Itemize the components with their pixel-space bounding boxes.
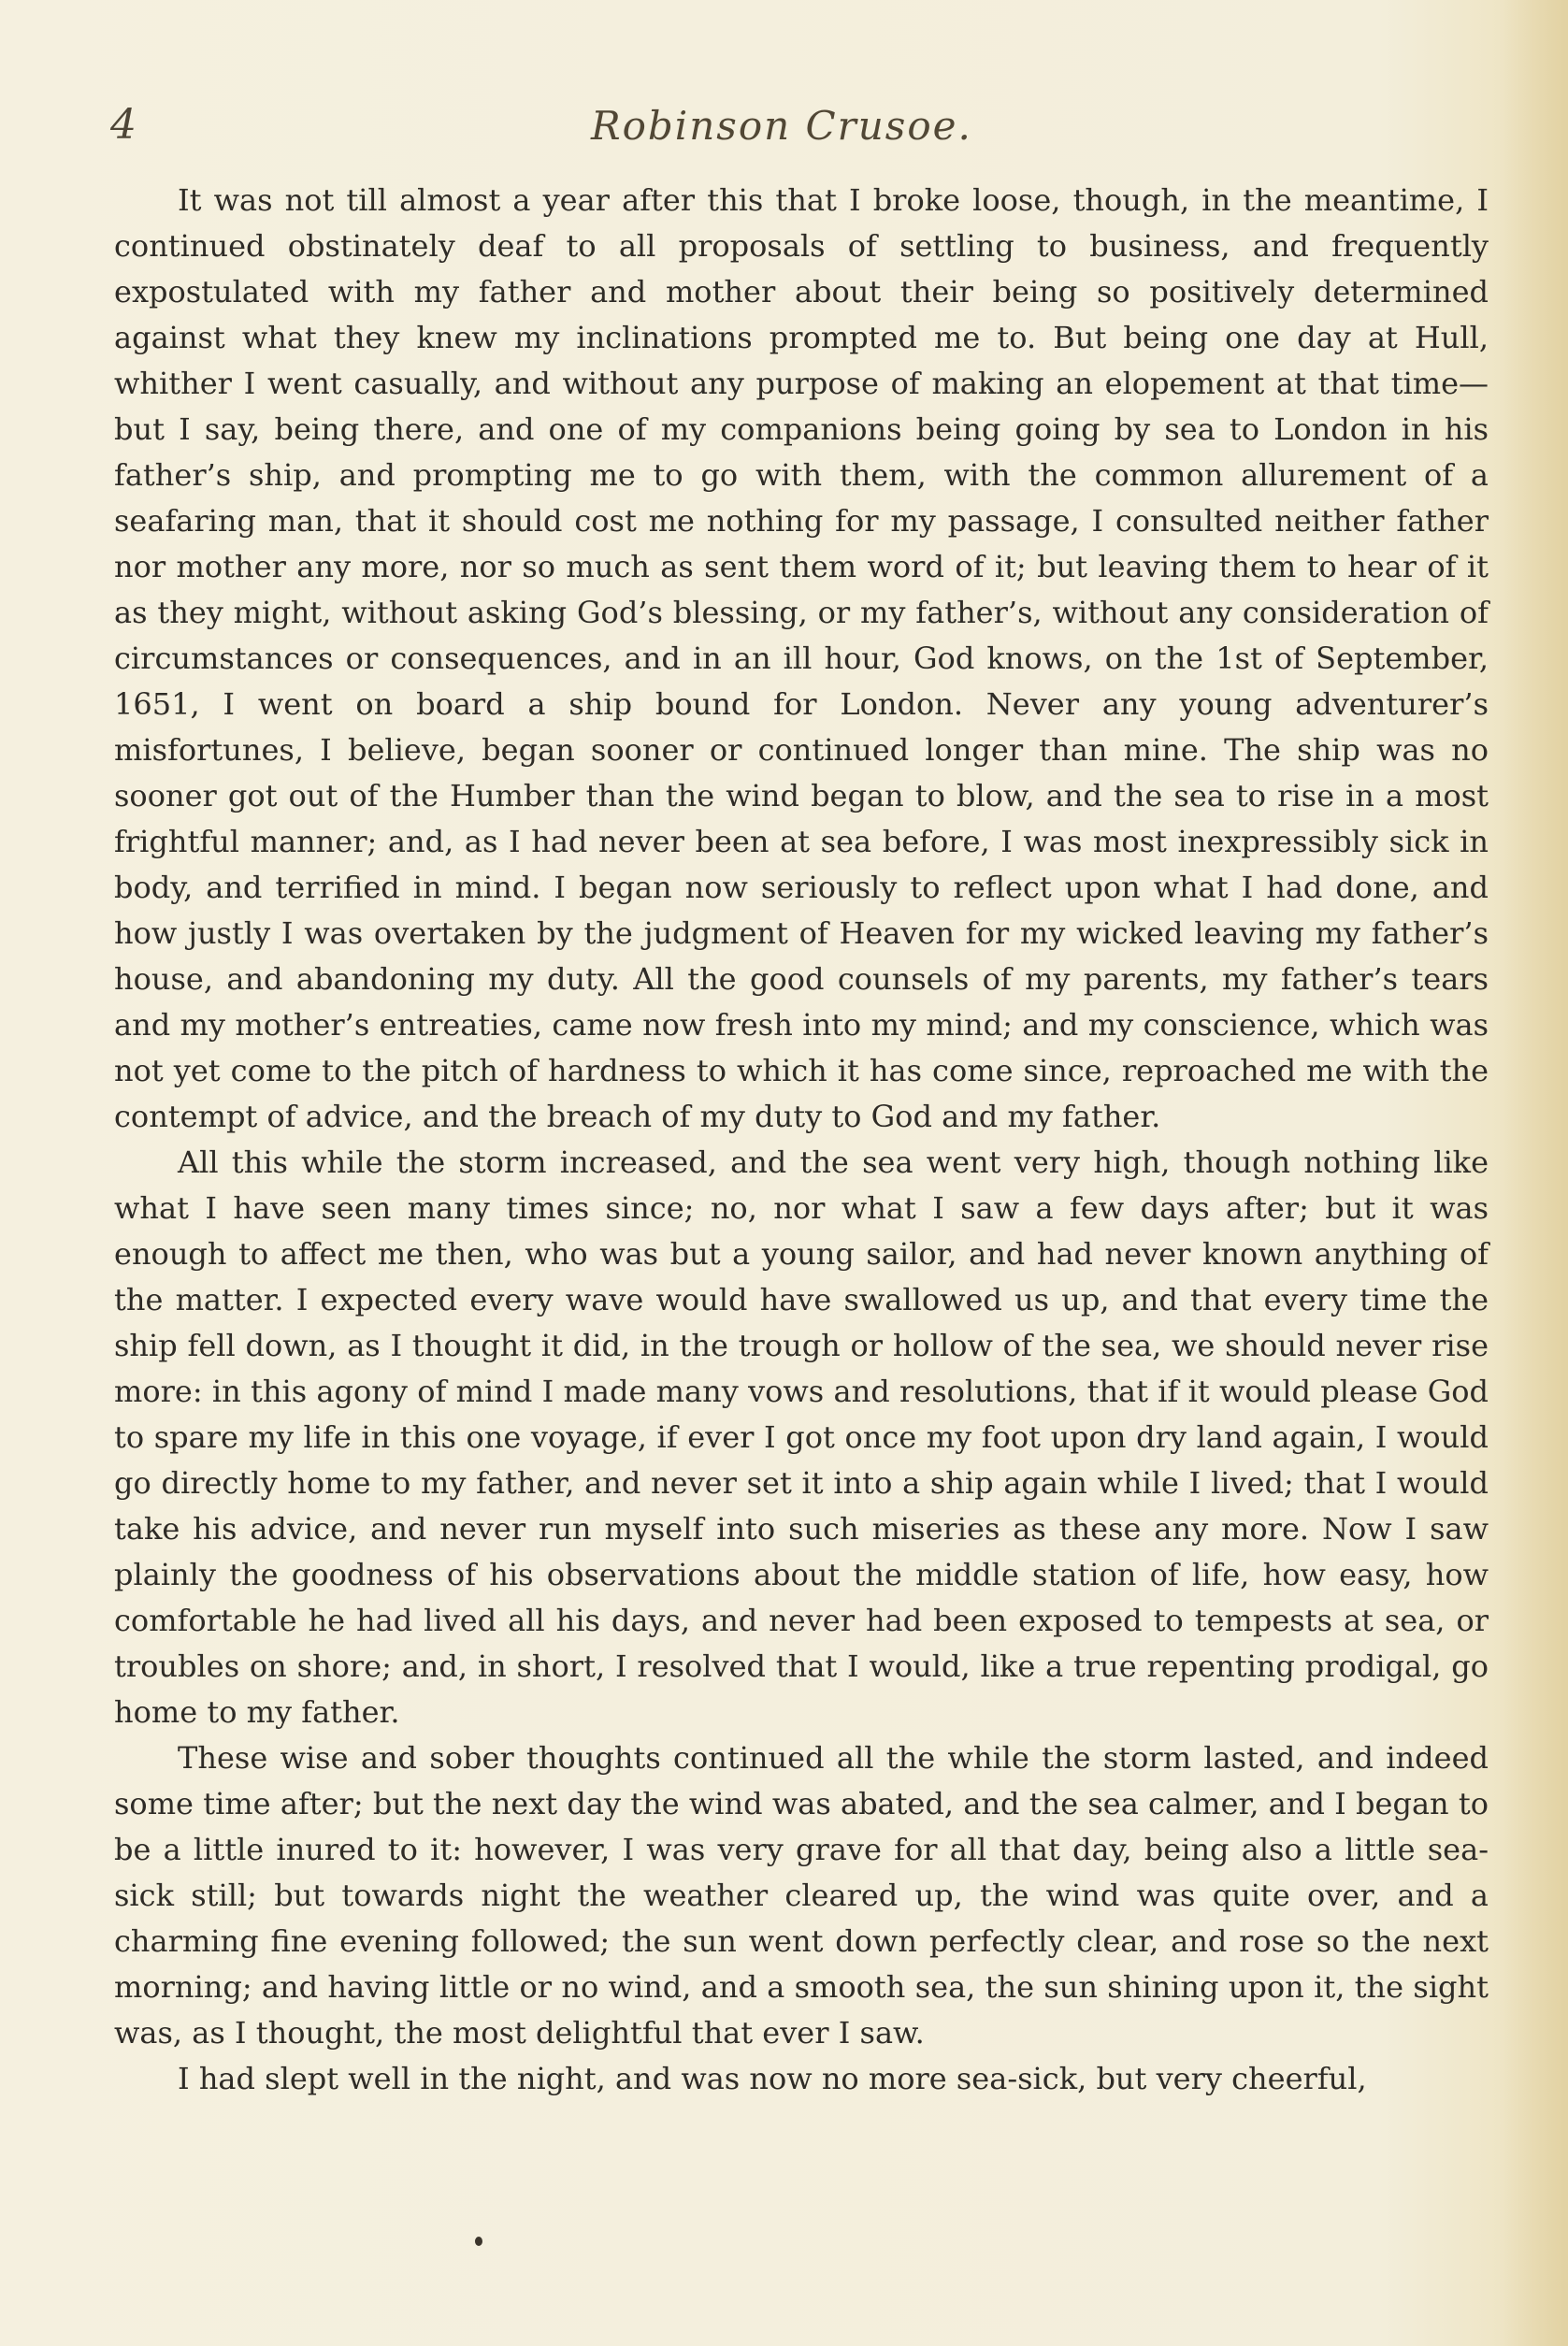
printing-mark <box>475 2237 482 2246</box>
paragraph-1: It was not till almost a year after this that I broke loose, though, in the meantime, I continued obstinately deaf to all proposals of settling to business, and frequently expostulated with my father and mother about their being so positively determined against what they knew my inclinations prompted me to. But being one day at Hull, whither I went casually, and without any purpose of making an elopement at that time—but I say, being there, and one of my companions being going by sea to London in his father’s ship, and prompting me to go with them, with the common allurement of a seafaring man, that it should cost me nothing for my passage, I consulted neither father nor mother any more, nor so much as sent them word of it; but leaving them to hear of it as they might, without asking God’s blessing, or my father’s, without any consideration of circumstances or consequences, and in an ill hour, God knows, on the 1st of September, 1651, I went on board a ship bound for London. Never any young adventurer’s misfortunes, I believe, began sooner or continued longer than mine. The ship was no sooner got out of the Humber than the wind began to blow, and the sea to rise in a most frightful manner; and, as I had never been at sea before, I was most inexpressibly sick in body, and terrified in mind. I began now seriously to reflect upon what I had done, and how justly I was overtaken by the judgment of Heaven for my wicked leaving my father’s house, and abandoning my duty. All the good counsels of my parents, my father’s tears and my mother’s entreaties, came now fresh into my mind; and my conscience, which was not yet come to the pitch of hardness to which it has come since, reproached me with the contempt of advice, and the breach of my duty to God and my father. <box>114 182 1489 1134</box>
page-edge-shading <box>1503 0 1568 2346</box>
paragraph-4: I had slept well in the night, and was now no more sea-sick, but very cheerful, <box>178 2061 1367 2096</box>
running-title: Robinson Crusoe. <box>591 103 972 149</box>
page-body <box>114 178 1489 2102</box>
page-header <box>94 101 1496 157</box>
paragraph-3: These wise and sober thoughts continued all the while the storm lasted, and indeed some time after; but the next day the wind was abated, and the sea calmer, and I began to be a little inured to it: however, I was very grave for all that day, being also a little sea-sick still; but towards night the weather cleared up, the wind was quite over, and a charming fine evening followed; the sun went down perfectly clear, and rose so the next morning; and having little or no wind, and a smooth sea, the sun shining upon it, the sight was, as I thought, the most delightful that ever I saw. <box>114 1740 1489 2051</box>
paragraph-2: All this while the storm increased, and the sea went very high, though nothing like what I have seen many times since; no, nor what I saw a few days after; but it was enough to affect me then, who was but a young sailor, and had never known anything of the matter. I expected every wave would have swallowed us up, and that every time the ship fell down, as I thought it did, in the trough or hollow of the sea, we should never rise more: in this agony of mind I made many vows and resolutions, that if it would please God to spare my life in this one voyage, if ever I got once my foot upon dry land again, I would go directly home to my father, and never set it into a ship again while I lived; that I would take his advice, and never run myself into such miseries as these any more. Now I saw plainly the goodness of his observations about the middle station of life, how easy, how comfortable he had lived all his days, and never had been exposed to tempests at sea, or troubles on shore; and, in short, I resolved that I would, like a true repenting prodigal, go home to my father. <box>114 1144 1489 1730</box>
page-number: 4 <box>110 101 137 149</box>
